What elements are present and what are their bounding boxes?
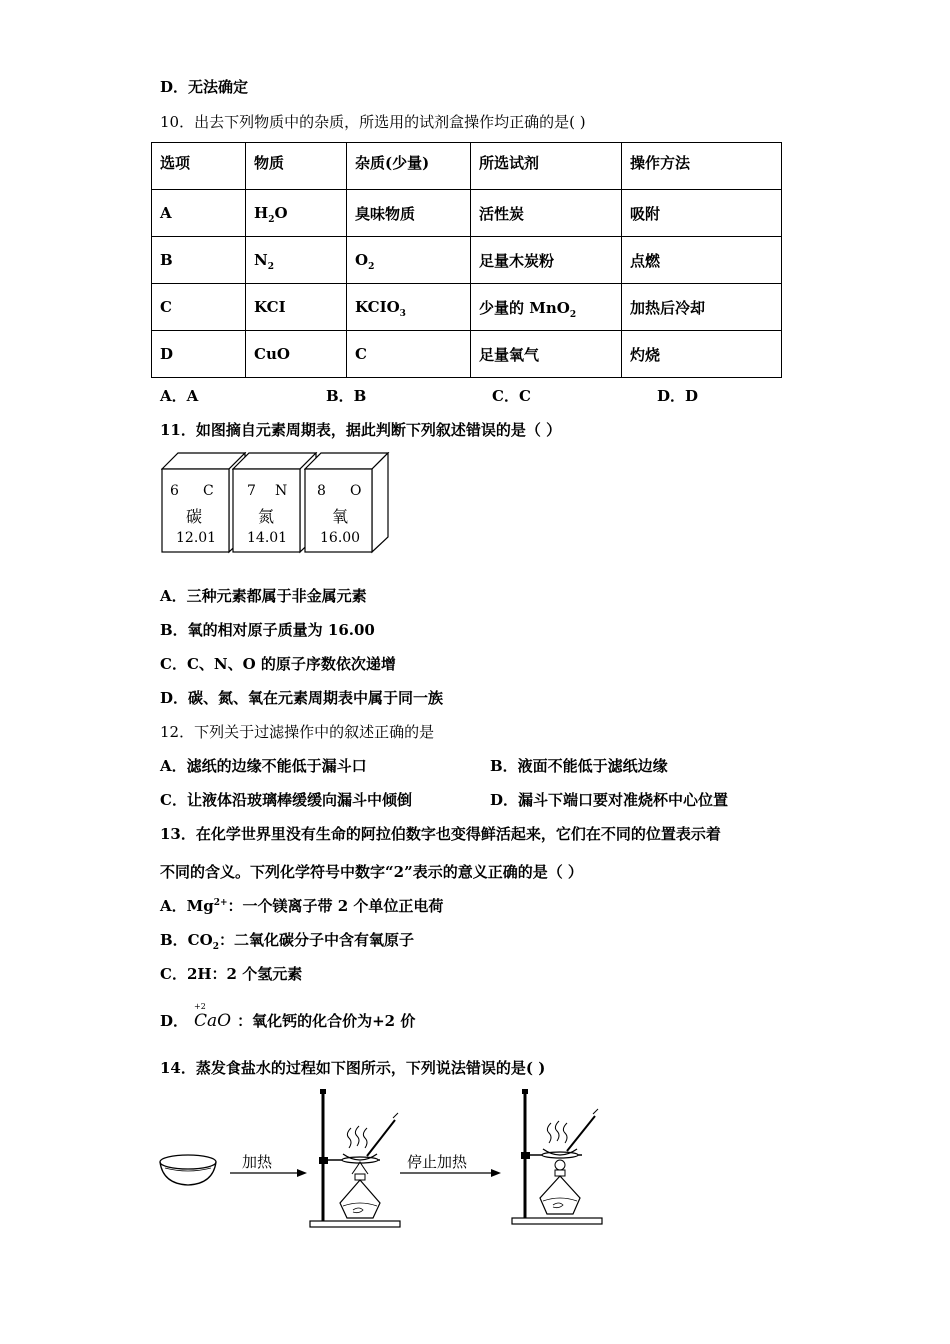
q13-option-c: C．2H：2 个氢元素 bbox=[160, 965, 303, 983]
substance-cell: $H_2O$ bbox=[246, 190, 347, 237]
header-cell: 所选试剂 bbox=[471, 143, 622, 190]
q11-option-d: D．碳、氮、氧在元素周期表中属于同一族 bbox=[160, 689, 444, 707]
arrow-label-stop-heat: 停止加热 bbox=[407, 1153, 468, 1171]
q14-stem: 14．蒸发食盐水的过程如下图所示，下列说法错误的是( ) bbox=[160, 1059, 546, 1077]
table-row bbox=[152, 190, 782, 237]
element-tile-oxygen bbox=[304, 452, 389, 552]
q12-option-a: A．滤纸的边缘不能低于漏斗口 bbox=[160, 757, 367, 775]
header-cell: 杂质(少量) bbox=[347, 143, 471, 190]
element-symbol: O bbox=[350, 483, 362, 499]
header-cell: 操作方法 bbox=[622, 143, 782, 190]
reagent-cell: 活性炭 bbox=[471, 190, 622, 237]
impurity-cell: $O_2$ bbox=[347, 237, 471, 284]
q12-option-b: B．液面不能低于滤纸边缘 bbox=[490, 757, 668, 775]
element-name: 氧 bbox=[332, 507, 349, 526]
atomic-number: 7 bbox=[247, 483, 256, 499]
substance-cell: CuO bbox=[246, 331, 347, 378]
q13-stem-line1: 13．在化学世界里没有生命的阿拉伯数字也变得鲜活起来，它们在不同的位置表示着 bbox=[160, 825, 721, 843]
table-row bbox=[152, 331, 782, 378]
evaporation-diagram bbox=[155, 1088, 615, 1233]
reagent-cell: 少量的 MnO$_2$ bbox=[471, 284, 622, 331]
calcium-oxide-formula: +2 CaO bbox=[194, 1011, 231, 1031]
iron-stand-setup-cooling bbox=[512, 1089, 602, 1224]
q12-option-c: C．让液体沿玻璃棒缓缓向漏斗中倾倒 bbox=[160, 791, 412, 809]
q10-answer-a: A．A bbox=[160, 387, 199, 405]
q10-answer-b: B．B bbox=[326, 387, 367, 405]
valence-mark: +2 bbox=[194, 1002, 206, 1011]
impurity-cell: 臭味物质 bbox=[347, 190, 471, 237]
element-symbol: C bbox=[203, 483, 214, 499]
q9-option-d: D．无法确定 bbox=[160, 78, 249, 96]
q11-stem: 11．如图摘自元素周期表，据此判断下列叙述错误的是（ ） bbox=[160, 421, 562, 439]
element-name: 碳 bbox=[186, 507, 203, 526]
q12-option-d: D．漏斗下端口要对准烧杯中心位置 bbox=[490, 791, 729, 809]
atomic-mass: 12.01 bbox=[176, 530, 217, 546]
header-cell: 物质 bbox=[246, 143, 347, 190]
arrow-label-heat: 加热 bbox=[242, 1153, 273, 1171]
q10-answer-d: D．D bbox=[657, 387, 699, 405]
table-header-row bbox=[152, 143, 782, 190]
substance-cell: $N_2$ bbox=[246, 237, 347, 284]
option-cell: D bbox=[152, 331, 246, 378]
option-cell: A bbox=[152, 190, 246, 237]
atomic-mass: 16.00 bbox=[320, 530, 361, 546]
q13-option-a: A．$Mg^{2+}$：一个镁离子带 2 个单位正电荷 bbox=[160, 897, 444, 915]
q10-answer-c: C．C bbox=[492, 387, 531, 405]
q13-option-d: D． +2 CaO ：氧化钙的化合价为+2 价 bbox=[160, 1011, 415, 1031]
atomic-number: 6 bbox=[170, 483, 179, 499]
method-cell: 点燃 bbox=[622, 237, 782, 284]
option-cell: B bbox=[152, 237, 246, 284]
q12-stem: 12．下列关于过滤操作中的叙述正确的是 bbox=[160, 723, 435, 741]
option-cell: C bbox=[152, 284, 246, 331]
method-cell: 吸附 bbox=[622, 190, 782, 237]
impurity-cell: $KCIO_3$ bbox=[347, 284, 471, 331]
method-cell: 加热后冷却 bbox=[622, 284, 782, 331]
q10-table bbox=[151, 142, 782, 378]
atomic-mass: 14.01 bbox=[247, 530, 288, 546]
substance-cell: KCI bbox=[246, 284, 347, 331]
q10-stem: 10．出去下列物质中的杂质，所选用的试剂盒操作均正确的是( ) bbox=[160, 113, 586, 131]
table-row bbox=[152, 284, 782, 331]
evaporating-dish-icon bbox=[160, 1155, 216, 1185]
element-symbol: N bbox=[275, 483, 288, 499]
q11-option-c: C．C、N、O 的原子序数依次递增 bbox=[160, 655, 396, 673]
reagent-cell: 足量氧气 bbox=[471, 331, 622, 378]
element-name: 氮 bbox=[258, 507, 275, 526]
table-row bbox=[152, 237, 782, 284]
reagent-cell: 足量木炭粉 bbox=[471, 237, 622, 284]
q11-option-a: A．三种元素都属于非金属元素 bbox=[160, 587, 367, 605]
q11-option-b: B．氧的相对原子质量为 16.00 bbox=[160, 621, 375, 639]
method-cell: 灼烧 bbox=[622, 331, 782, 378]
q13-option-b: B．$CO_2$：二氧化碳分子中含有氧原子 bbox=[160, 931, 414, 952]
atomic-number: 8 bbox=[317, 483, 326, 499]
header-cell: 选项 bbox=[152, 143, 246, 190]
iron-stand-setup-heating bbox=[310, 1089, 400, 1227]
q13-stem-line2: 不同的含义。下列化学符号中数字“2”表示的意义正确的是（ ） bbox=[160, 863, 583, 881]
impurity-cell: C bbox=[347, 331, 471, 378]
